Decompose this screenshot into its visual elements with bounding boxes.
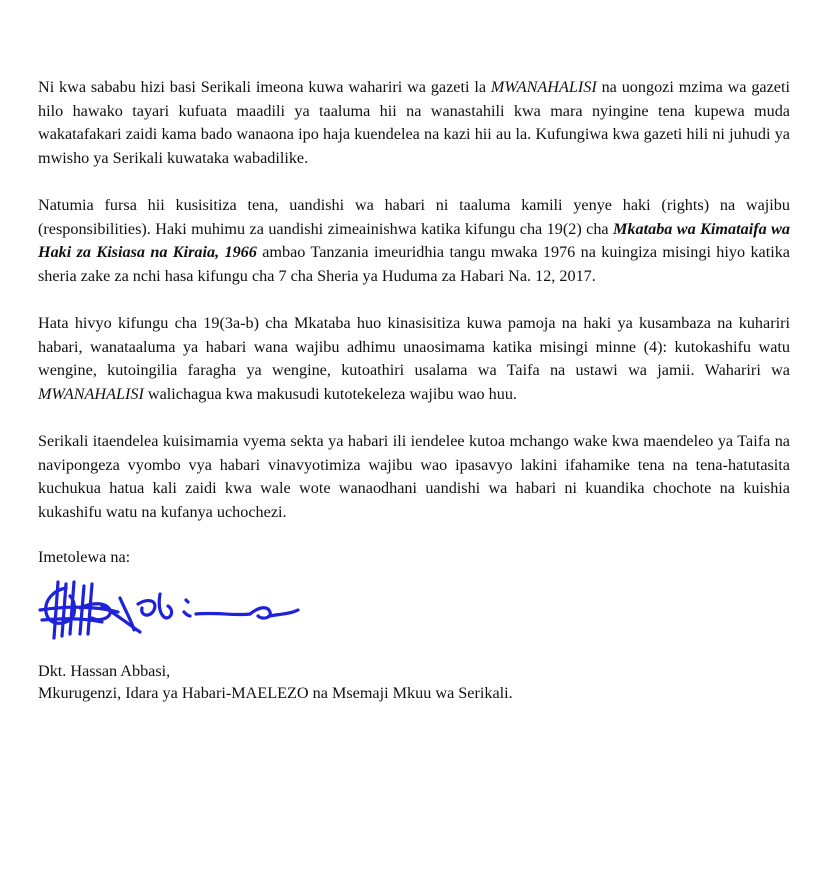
newspaper-name: MWANAHALISI <box>38 384 144 403</box>
paragraph-2-text-1: Natumia fursa hii kusisitiza tena, uandishi wa habari ni taaluma kamili yenye haki (rights) na wajibu (responsibilities). Haki muhimu za uandishi zimeainishwa katika kifungu cha 19(2) cha <box>38 196 790 238</box>
paragraph-2-text-2: ambao Tanzania imeuridhia tangu mwaka 1976 na kuingiza misingi hiyo katika sheria zake za nchi hasa kifungu cha 7 cha Sheria ya Huduma za Habari Na. 12, 2017. <box>38 243 790 285</box>
press-statement-page <box>38 76 790 704</box>
paragraph-1-text-1: Ni kwa sababu hizi basi Serikali imeona kuwa wahariri wa gazeti la <box>38 78 491 96</box>
signatory-name: Dkt. Hassan Abbasi, <box>38 661 171 680</box>
paragraph-3 <box>38 312 790 406</box>
paragraph-1-text-2: na uongozi mzima wa gazeti hilo hawako tayari kufuata maadili ya taaluma hii na wanastahili kwa mara nyingine tena kupewa muda wakatafakari zaidi kama bado wanaona ipo haja kuendelea na kazi hii au la. Kufungiwa kwa gazeti hili ni juhudi ya mwisho ya Serikali kuwataka wabadilike. <box>38 78 790 167</box>
paragraph-2 <box>38 194 790 288</box>
paragraph-3-text-1: Hata hivyo kifungu cha 19(3a-b) cha Mkataba huo kinasisitiza kuwa pamoja na haki ya kusambaza na kuhariri habari, wanataaluma ya habari wana wajibu adhimu unaosimama katika misingi minne (4): kutokashifu watu wengine, kutoingilia faragha ya wengine, kutoathiri usalama wa Taifa na ustawi wa jamii. Wahariri wa <box>38 314 790 379</box>
signatory-block <box>38 660 790 704</box>
signatory-title: Mkurugenzi, Idara ya Habari-MAELEZO na Msemaji Mkuu wa Serikali. <box>38 683 513 702</box>
issued-by-label: Imetolewa na: <box>38 548 131 566</box>
signature-strokes <box>40 582 298 638</box>
paragraph-1 <box>38 76 790 170</box>
handwritten-signature <box>36 572 306 642</box>
paragraph-4-text-1: Serikali itaendelea kuisimamia vyema sekta ya habari ili iendelee kutoa mchango wake kwa maendeleo ya Taifa na navipongeza vyombo vya habari vinavyotimiza wajibu wao ipasavyo lakini ifahamike tena na tena-hatutasita kuchukua hatua kali zaidi kwa wale wote wanaodhani uandishi wa habari ni kuandika chochote na kuishia kukashifu watu na kufanya uchochezi. <box>38 432 790 521</box>
newspaper-name: MWANAHALISI <box>490 78 597 96</box>
paragraph-3-text-2: walichagua kwa makusudi kutotekeleza wajibu wao huu. <box>143 384 517 403</box>
covenant-title: Mkataba wa Kimataifa wa Haki za Kisiasa na Kiraia, 1966 <box>38 219 790 261</box>
paragraph-4 <box>38 430 790 524</box>
